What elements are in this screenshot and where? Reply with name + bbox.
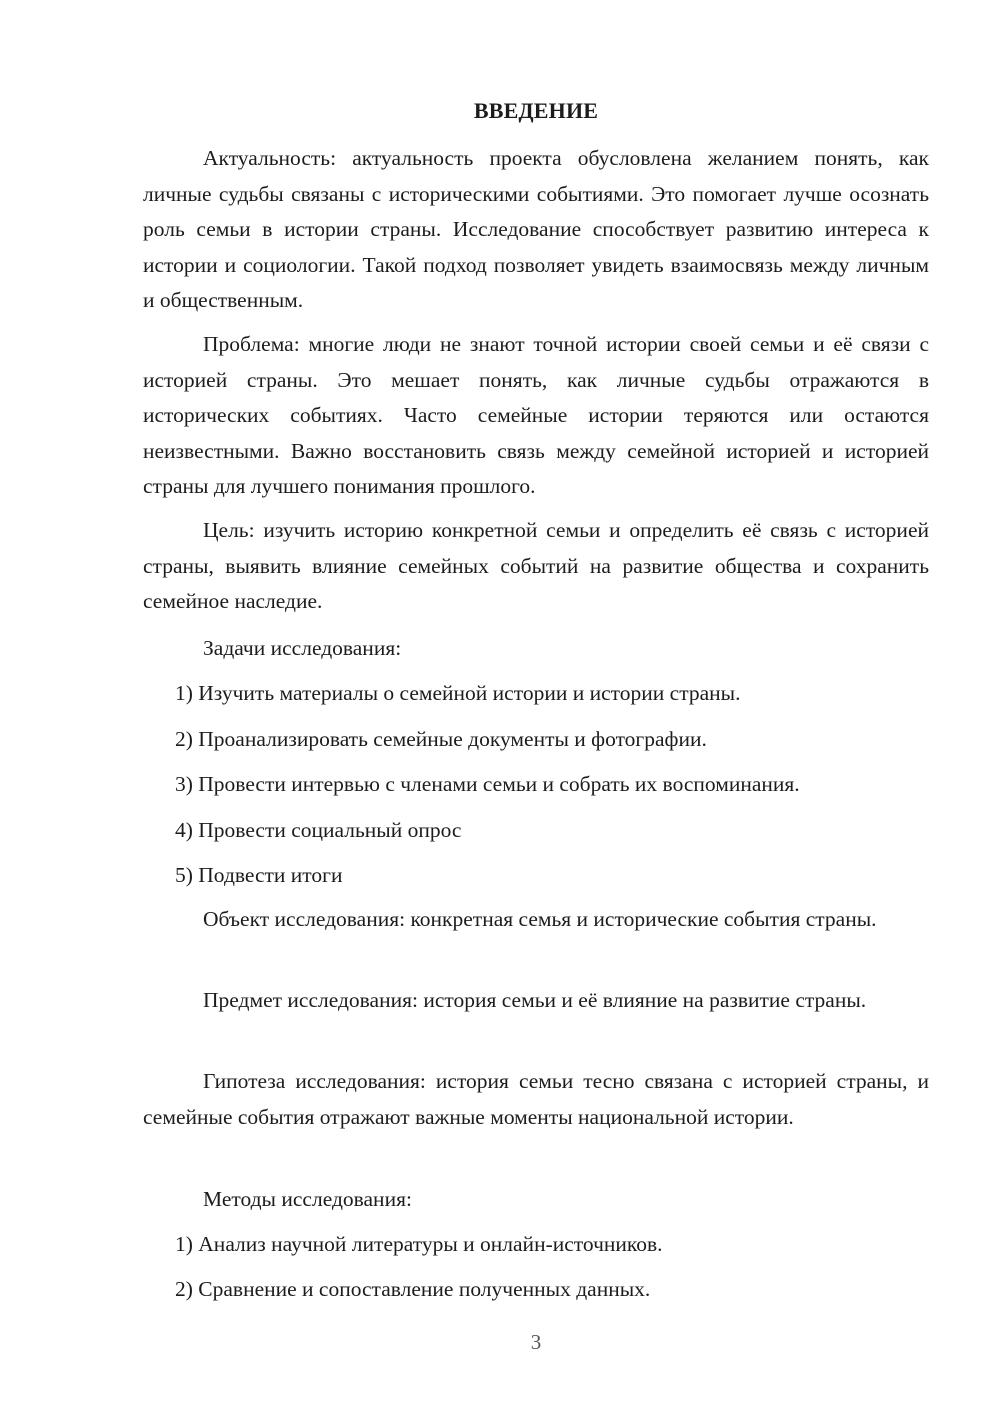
task-item-1: 1) Изучить материалы о семейной истории и истории страны. — [175, 681, 741, 705]
relevance-paragraph: Актуальность: актуальность проекта обусловлена желанием понять, как личные судьбы связаны с историческими событиями. Это помогает лучше осознать роль семьи в истории страны. Исследование способствует развитию интереса к истории и социологии. Такой подход позволяет увидеть взаимосвязь между личным и общественным. — [143, 146, 929, 313]
task-item-3: 3) Провести интервью с членами семьи и собрать их воспоминания. — [175, 772, 800, 796]
hypothesis-paragraph: Гипотеза исследования: история семьи тесно связана с историей страны, и семейные события отражают важные моменты национальной истории. — [143, 1069, 929, 1129]
page-title: ВВЕДЕНИЕ — [473, 98, 599, 123]
page-number: 3 — [530, 1330, 542, 1354]
goal-paragraph: Цель: изучить историю конкретной семьи и определить её связь с историей страны, выявить влияние семейных событий на развитие общества и сохранить семейное наследие. — [143, 518, 929, 614]
tasks-label: Задачи исследования: — [203, 636, 402, 660]
methods-label: Методы исследования: — [203, 1187, 412, 1211]
method-item-2: 2) Сравнение и сопоставление полученных данных. — [175, 1277, 651, 1301]
task-item-5: 5) Подвести итоги — [175, 863, 343, 887]
document-page — [143, 0, 929, 1414]
object-paragraph: Объект исследования: конкретная семья и исторические события страны. — [203, 907, 877, 931]
problem-paragraph: Проблема: многие люди не знают точной истории своей семьи и её связи с историей страны. Это мешает понять, как личные судьбы отражаются в исторических событиях. Часто семейные истории теряются или остаются неизвестными. Важно восстановить связь между семейной историей и историей страны для лучшего понимания прошлого. — [143, 332, 929, 499]
subject-paragraph: Предмет исследования: история семьи и её влияние на развитие страны. — [203, 988, 867, 1012]
task-item-2: 2) Проанализировать семейные документы и фотографии. — [175, 727, 707, 751]
method-item-1: 1) Анализ научной литературы и онлайн-источников. — [175, 1232, 663, 1256]
task-item-4: 4) Провести социальный опрос — [175, 818, 462, 842]
